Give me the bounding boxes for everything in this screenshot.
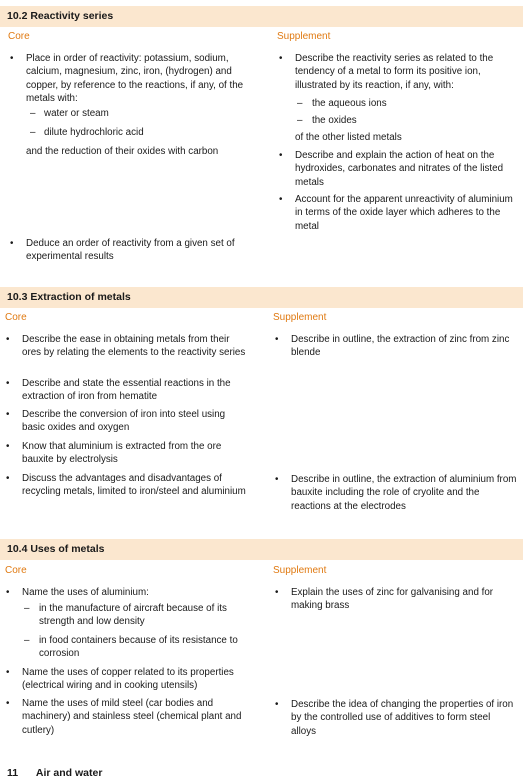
supplement-label: Supplement — [273, 312, 327, 323]
list-item: • Describe the ease in obtaining metals from their ores by relating the elements to the reactivity series — [6, 334, 246, 359]
bullet-glyph: • — [279, 53, 283, 64]
list-subitem: – the oxides — [297, 115, 357, 126]
bullet-glyph: • — [10, 238, 14, 249]
dash-glyph: – — [30, 108, 36, 119]
list-item: • Discuss the advantages and disadvantages of recycling metals, limited to iron/steel and aluminium — [6, 473, 246, 498]
list-item: • Describe and explain the action of heat on the hydroxides, carbonates and nitrates of the listed metals — [279, 150, 504, 188]
list-item: • Name the uses of aluminium: — [6, 587, 149, 598]
bullet-glyph: • — [279, 150, 283, 161]
list-subitem: – dilute hydrochloric acid — [30, 127, 144, 138]
bullet-glyph: • — [275, 699, 279, 710]
next-section-heading — [7, 767, 102, 779]
bullet-glyph: • — [10, 53, 14, 64]
dash-glyph: – — [297, 115, 303, 126]
list-item: • Describe the reactivity series as related to the tendency of a metal to form its positive ion, illustrated by its reaction, if any, with: — [279, 53, 494, 91]
bullet-glyph: • — [275, 587, 279, 598]
bullet-glyph: • — [6, 473, 10, 484]
bullet-glyph: • — [6, 378, 10, 389]
list-item: • Account for the apparent unreactivity of aluminium in terms of the oxide layer which adheres to the metal — [279, 194, 513, 232]
section-10-4 — [0, 539, 523, 560]
section-heading-text: Air and water — [35, 767, 103, 779]
bullet-glyph: • — [279, 194, 283, 205]
list-item: • Describe and state the essential reactions in the extraction of iron from hematite — [6, 378, 231, 403]
continuation-text: and the reduction of their oxides with carbon — [26, 146, 219, 157]
section-number: 11 — [7, 767, 19, 779]
bullet-glyph: • — [6, 409, 10, 420]
core-label: Core — [5, 565, 27, 576]
list-item: • Describe in outline, the extraction of aluminium from bauxite including the role of cryolite and the reactions at the electrodes — [275, 474, 517, 512]
bullet-glyph: • — [6, 698, 10, 709]
list-item: • Deduce an order of reactivity from a given set of experimental results — [10, 238, 235, 263]
section-10-3 — [0, 287, 523, 308]
list-item: • Describe the conversion of iron into steel using basic oxides and oxygen — [6, 409, 226, 434]
list-item: • Name the uses of copper related to its properties (electrical wiring and in cooking utensils) — [6, 667, 234, 692]
list-item: • Place in order of reactivity: potassium, sodium, calcium, magnesium, zinc, iron, (hydrogen) and copper, by reference to the reactions, if any, of the metals with: — [10, 53, 244, 105]
bullet-glyph: • — [275, 474, 279, 485]
supplement-label: Supplement — [277, 31, 331, 42]
section-title: 10.4 Uses of metals — [0, 539, 523, 560]
list-item: • Name the uses of mild steel (car bodies and machinery) and stainless steel (chemical plant and cutlery) — [6, 698, 242, 736]
supplement-label: Supplement — [273, 565, 327, 576]
bullet-glyph: • — [6, 441, 10, 452]
list-subitem: – in food containers because of its resistance to corrosion — [24, 635, 238, 660]
core-label: Core — [5, 312, 27, 323]
section-title: 10.2 Reactivity series — [0, 6, 523, 27]
list-item: • Describe the idea of changing the properties of iron by the controlled use of additives to form steel alloys — [275, 699, 514, 737]
dash-glyph: – — [24, 635, 30, 646]
list-item: • Know that aluminium is extracted from the ore bauxite by electrolysis — [6, 441, 222, 466]
dash-glyph: – — [30, 127, 36, 138]
bullet-glyph: • — [275, 334, 279, 345]
continuation-text: of the other listed metals — [295, 132, 402, 143]
list-subitem: – in the manufacture of aircraft because of its strength and low density — [24, 603, 227, 628]
list-subitem: – the aqueous ions — [297, 98, 387, 109]
bullet-glyph: • — [6, 587, 10, 598]
bullet-glyph: • — [6, 334, 10, 345]
list-subitem: – water or steam — [30, 108, 109, 119]
section-10-2 — [0, 6, 523, 27]
dash-glyph: – — [24, 603, 30, 614]
bullet-glyph: • — [6, 667, 10, 678]
section-title: 10.3 Extraction of metals — [0, 287, 523, 308]
list-item: • Describe in outline, the extraction of zinc from zinc blende — [275, 334, 510, 359]
dash-glyph: – — [297, 98, 303, 109]
core-label: Core — [8, 31, 30, 42]
list-item: • Explain the uses of zinc for galvanising and for making brass — [275, 587, 494, 612]
